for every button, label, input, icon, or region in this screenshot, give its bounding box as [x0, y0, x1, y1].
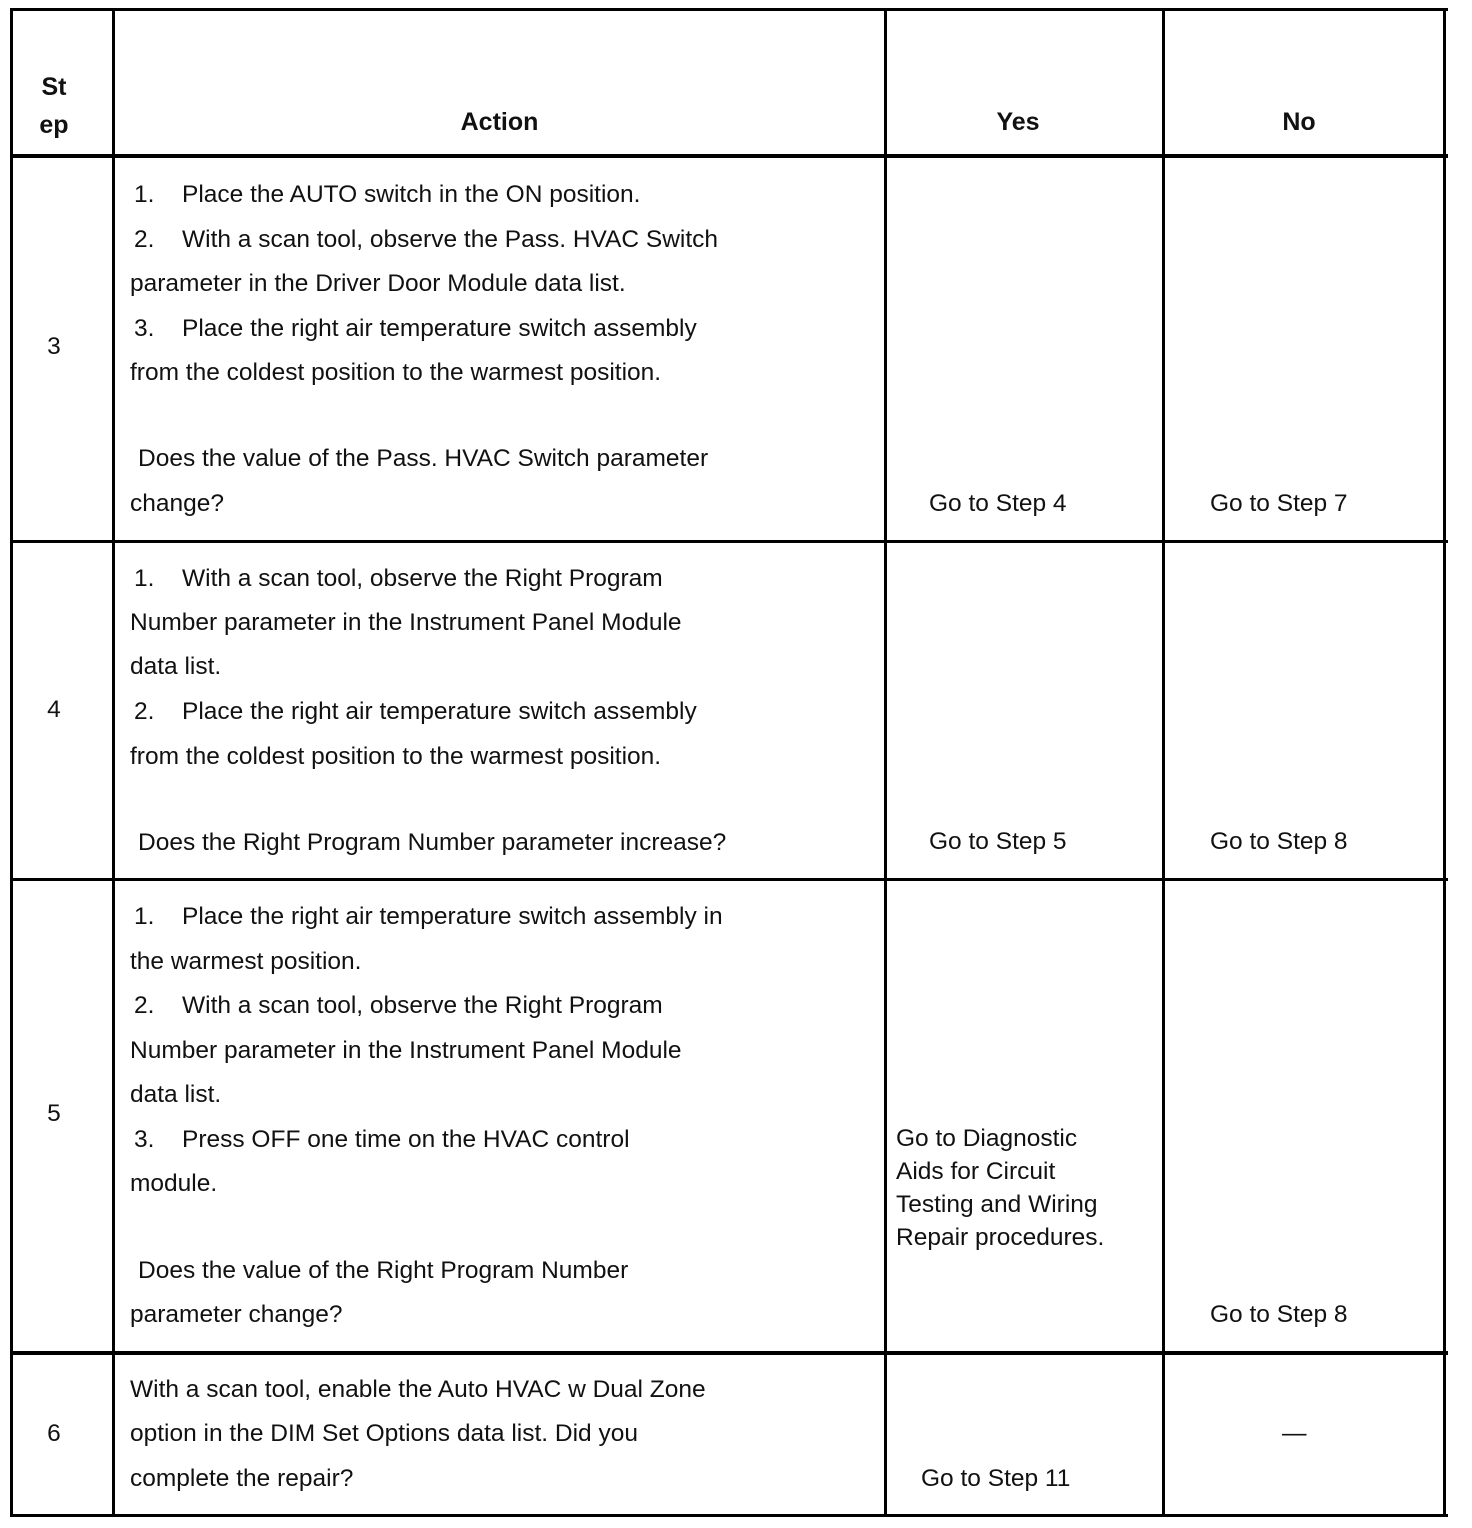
action-text: With a scan tool, observe the Right Program [182, 992, 663, 1019]
action-text: Place the right air temperature switch assembly [182, 698, 697, 725]
action-text: parameter in the Driver Door Module data list. [130, 270, 626, 297]
list-number: 2. [134, 698, 155, 725]
header-no: No [1282, 108, 1316, 136]
column-divider [1162, 8, 1165, 1517]
table-border-left [10, 8, 13, 1517]
action-text: from the coldest position to the warmest position. [130, 743, 662, 770]
table-border-bottom [10, 1514, 1448, 1517]
action-line: complete the repair? [130, 1465, 354, 1492]
yes-link[interactable]: Go to Step 5 [929, 828, 1067, 855]
yes-link[interactable]: Go to Step 4 [929, 490, 1067, 517]
action-line [130, 690, 697, 735]
action-text: With a scan tool, observe the Pass. HVAC Switch [182, 226, 719, 253]
action-text: from the coldest position to the warmest position. [130, 359, 662, 386]
action-text: Number parameter in the Instrument Panel Module [130, 609, 682, 636]
action-text: With a scan tool, observe the Right Program [182, 565, 663, 592]
row-divider [10, 878, 1448, 881]
no-dash: — [1282, 1420, 1307, 1447]
action-text: data list. [130, 1081, 222, 1108]
yes-link-line: Aids for Circuit [896, 1158, 1056, 1185]
yes-link-line: Testing and Wiring [896, 1191, 1098, 1218]
list-number: 3. [134, 1126, 155, 1153]
action-line [130, 173, 640, 218]
action-line [130, 940, 362, 985]
header-step-line2: ep [39, 111, 69, 139]
list-number: 1. [134, 903, 155, 930]
action-line [130, 1029, 682, 1074]
yes-link[interactable] [896, 1122, 1104, 1254]
action-line [130, 1162, 217, 1207]
action-line [130, 1073, 221, 1118]
action-text: Press OFF one time on the HVAC control [182, 1126, 630, 1153]
question-line: Does the value of the Right Program Number [138, 1257, 629, 1284]
header-divider [10, 154, 1448, 158]
action-line [130, 218, 718, 263]
action-line: With a scan tool, enable the Auto HVAC w Dual Zone [130, 1376, 706, 1403]
step-number: 5 [47, 1100, 61, 1127]
row-divider [10, 1351, 1448, 1355]
yes-link-line: Go to Diagnostic [896, 1125, 1078, 1152]
question-line: Does the Right Program Number parameter increase? [138, 829, 727, 856]
no-link[interactable]: Go to Step 7 [1210, 490, 1348, 517]
step-number: 3 [47, 333, 61, 360]
header-step-line1: St [41, 73, 67, 101]
no-link[interactable]: Go to Step 8 [1210, 828, 1348, 855]
action-line [130, 307, 697, 352]
question-line: change? [130, 490, 225, 517]
action-line: option in the DIM Set Options data list. Did you [130, 1420, 638, 1447]
list-number: 1. [134, 181, 155, 208]
header-step [14, 68, 94, 144]
action-line [130, 984, 663, 1029]
header-action: Action [460, 108, 539, 136]
header-yes: Yes [996, 108, 1040, 136]
action-line [130, 645, 221, 690]
list-number: 1. [134, 565, 155, 592]
step-number: 6 [47, 1420, 61, 1447]
action-line [130, 557, 663, 602]
action-line [130, 351, 661, 396]
yes-link[interactable]: Go to Step 11 [921, 1465, 1071, 1492]
table-border-right [1443, 8, 1446, 1517]
column-divider [884, 8, 887, 1517]
yes-link-line: Repair procedures. [896, 1224, 1105, 1251]
question-line: parameter change? [130, 1301, 343, 1328]
action-text: the warmest position. [130, 948, 362, 975]
action-text: module. [130, 1170, 218, 1197]
action-text: Place the AUTO switch in the ON position. [182, 181, 641, 208]
list-number: 2. [134, 226, 155, 253]
row-divider [10, 540, 1448, 543]
action-line [130, 735, 661, 780]
list-number: 2. [134, 992, 155, 1019]
action-line [130, 895, 723, 940]
step-number: 4 [47, 696, 61, 723]
column-divider [112, 8, 115, 1517]
table-border-top [10, 8, 1448, 11]
action-line [130, 1118, 630, 1163]
action-line [130, 601, 682, 646]
question-line: Does the value of the Pass. HVAC Switch parameter [138, 445, 709, 472]
action-text: Number parameter in the Instrument Panel Module [130, 1037, 682, 1064]
action-line [130, 262, 626, 307]
list-number: 3. [134, 315, 155, 342]
action-text: Place the right air temperature switch assembly in [182, 903, 723, 930]
action-text: Place the right air temperature switch assembly [182, 315, 697, 342]
no-link[interactable]: Go to Step 8 [1210, 1301, 1348, 1328]
action-text: data list. [130, 653, 222, 680]
